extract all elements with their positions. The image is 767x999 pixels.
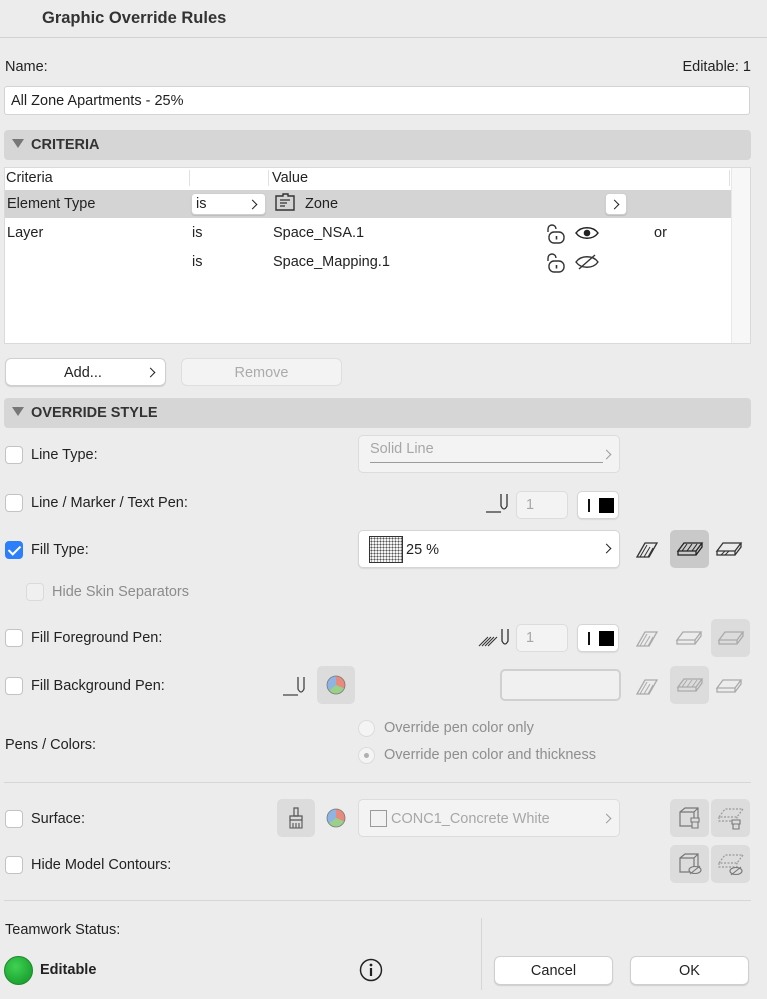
- line-pen-checkbox[interactable]: [5, 494, 23, 512]
- hatch-pen-icon: [478, 627, 514, 649]
- paint-brush-icon: [286, 807, 306, 829]
- surface-picker[interactable]: [358, 799, 620, 837]
- column-divider: [268, 170, 269, 186]
- pen-icon: [282, 675, 310, 697]
- value-column-header[interactable]: Value: [272, 170, 309, 186]
- name-input[interactable]: All Zone Apartments - 25%: [4, 86, 750, 115]
- chevron-right-icon: [602, 450, 612, 460]
- cover-fill-icon: [677, 676, 703, 694]
- override-style-section-title: OVERRIDE STYLE: [31, 405, 158, 421]
- zone-icon: [274, 193, 296, 213]
- row-conjunction: or: [654, 225, 667, 241]
- row-criteria: Layer: [7, 225, 44, 241]
- fill-fg-pen-checkbox[interactable]: [5, 629, 23, 647]
- operator-dropdown[interactable]: [191, 193, 266, 215]
- fill-fg-pen-color-swatch[interactable]: [577, 624, 619, 652]
- cover-fill-icon: [677, 540, 703, 558]
- name-label: Name:: [5, 59, 48, 75]
- window-title: Graphic Override Rules: [42, 9, 227, 27]
- fill-fg-pen-label: Fill Foreground Pen:: [31, 630, 163, 646]
- paint-brush-button[interactable]: [277, 799, 315, 837]
- chevron-right-icon: [248, 200, 258, 210]
- criteria-scrollbar[interactable]: [731, 168, 750, 343]
- chevron-right-icon: [602, 814, 612, 824]
- row-operator: is: [192, 254, 203, 270]
- criteria-column-header[interactable]: Criteria: [6, 170, 53, 186]
- fill-fg-pen-number-field[interactable]: [516, 624, 568, 652]
- eye-hidden-icon[interactable]: [575, 254, 599, 270]
- hide-skin-separators-checkbox[interactable]: [26, 583, 44, 601]
- surface-cut-toggle[interactable]: [670, 799, 709, 837]
- cut-fill-icon[interactable]: [635, 677, 659, 697]
- cover-fill-toggle[interactable]: [670, 530, 709, 568]
- surface-checkbox[interactable]: [5, 810, 23, 828]
- cube-eye-hidden-icon: [678, 852, 702, 876]
- color-picker-button[interactable]: [317, 666, 355, 704]
- row-value: Space_Mapping.1: [273, 254, 390, 270]
- ok-button[interactable]: OK: [630, 956, 749, 985]
- divider: [4, 900, 751, 901]
- column-divider: [189, 170, 190, 186]
- cover-fill-toggle[interactable]: [670, 666, 709, 704]
- info-icon[interactable]: [359, 958, 383, 982]
- line-type-label: Line Type:: [31, 447, 98, 463]
- fill-type-picker[interactable]: [358, 530, 620, 568]
- editable-count: Editable: 1: [682, 59, 751, 75]
- add-button-label: Add...: [64, 365, 102, 381]
- fill-bg-pen-label: Fill Background Pen:: [31, 678, 165, 694]
- row-value: Space_NSA.1: [273, 225, 365, 241]
- plane-eye-hidden-icon: [718, 852, 744, 876]
- fill-fg-pen-number: 1: [526, 630, 535, 646]
- override-color-only-radio[interactable]: [358, 720, 375, 737]
- line-type-value: Solid Line: [370, 441, 434, 457]
- disclosure-triangle-icon: [12, 407, 24, 416]
- chevron-right-icon: [610, 200, 620, 210]
- line-pen-number-field[interactable]: [516, 491, 568, 519]
- cancel-button[interactable]: Cancel: [494, 956, 613, 985]
- override-color-thickness-label: Override pen color and thickness: [384, 747, 596, 763]
- line-pen-number: 1: [526, 497, 535, 513]
- criteria-section-title: CRITERIA: [31, 137, 100, 153]
- surface-value: CONC1_Concrete White: [391, 811, 550, 827]
- fill-type-checkbox[interactable]: [5, 541, 23, 559]
- status-indicator: [4, 956, 33, 985]
- teamwork-status-label: Teamwork Status:: [5, 922, 121, 938]
- surface-cover-toggle[interactable]: [711, 799, 750, 837]
- line-pen-color-swatch[interactable]: [577, 491, 619, 519]
- hide-contours-cover-toggle[interactable]: [711, 845, 750, 883]
- surface-fill-icon[interactable]: [716, 677, 742, 695]
- plane-brush-icon: [718, 806, 744, 830]
- chevron-right-icon: [602, 544, 612, 554]
- surface-fill-toggle[interactable]: [711, 619, 750, 657]
- override-style-section-header[interactable]: [4, 398, 751, 428]
- override-color-thickness-radio[interactable]: [358, 747, 375, 764]
- remove-criteria-button[interactable]: [181, 358, 342, 386]
- lock-open-icon[interactable]: [545, 224, 567, 244]
- lock-open-icon[interactable]: [545, 253, 567, 273]
- hide-contours-checkbox[interactable]: [5, 856, 23, 874]
- surface-label: Surface:: [31, 811, 85, 827]
- operator-value: is: [196, 196, 207, 212]
- cut-fill-icon[interactable]: [635, 629, 659, 649]
- hide-contours-label: Hide Model Contours:: [31, 857, 172, 873]
- fill-bg-pen-checkbox[interactable]: [5, 677, 23, 695]
- pen-weight-bar: [588, 499, 590, 512]
- override-color-only-label: Override pen color only: [384, 720, 534, 736]
- cube-brush-icon: [678, 806, 702, 830]
- fill-type-value: 25 %: [406, 542, 440, 558]
- add-criteria-button[interactable]: [5, 358, 166, 386]
- fill-pattern-swatch: [369, 536, 403, 563]
- color-wheel-icon[interactable]: [326, 808, 346, 828]
- value-picker-button[interactable]: [605, 193, 627, 215]
- remove-button-label: Remove: [234, 365, 289, 381]
- eye-icon[interactable]: [575, 226, 599, 240]
- surface-fill-icon: [718, 629, 744, 647]
- cut-fill-icon[interactable]: [635, 540, 659, 560]
- pens-colors-label: Pens / Colors:: [5, 737, 97, 753]
- cover-fill-icon[interactable]: [676, 629, 702, 647]
- chevron-right-icon: [146, 368, 156, 378]
- row-criteria: Element Type: [7, 196, 96, 212]
- hide-skin-separators-label: Hide Skin Separators: [52, 584, 190, 600]
- pen-weight-bar: [588, 632, 590, 645]
- surface-fill-icon[interactable]: [716, 540, 742, 558]
- surface-swatch: [370, 810, 387, 827]
- fill-type-label: Fill Type:: [31, 542, 89, 558]
- status-text: Editable: [40, 962, 97, 978]
- disclosure-triangle-icon: [12, 139, 24, 148]
- line-type-checkbox[interactable]: [5, 446, 23, 464]
- pen-color-square: [599, 631, 614, 646]
- line-sample: [370, 462, 603, 463]
- fill-bg-color-swatch[interactable]: [500, 669, 621, 701]
- color-wheel-icon: [326, 675, 346, 695]
- line-pen-label: Line / Marker / Text Pen:: [31, 495, 188, 511]
- pen-icon: [485, 492, 513, 514]
- divider: [4, 782, 751, 783]
- column-divider: [729, 170, 730, 186]
- pen-color-square: [599, 498, 614, 513]
- footer-divider: [481, 918, 482, 990]
- line-type-picker[interactable]: [358, 435, 620, 473]
- criteria-section-header[interactable]: [4, 130, 751, 160]
- row-operator: is: [192, 225, 203, 241]
- hide-contours-cut-toggle[interactable]: [670, 845, 709, 883]
- row-value: Zone: [305, 196, 339, 212]
